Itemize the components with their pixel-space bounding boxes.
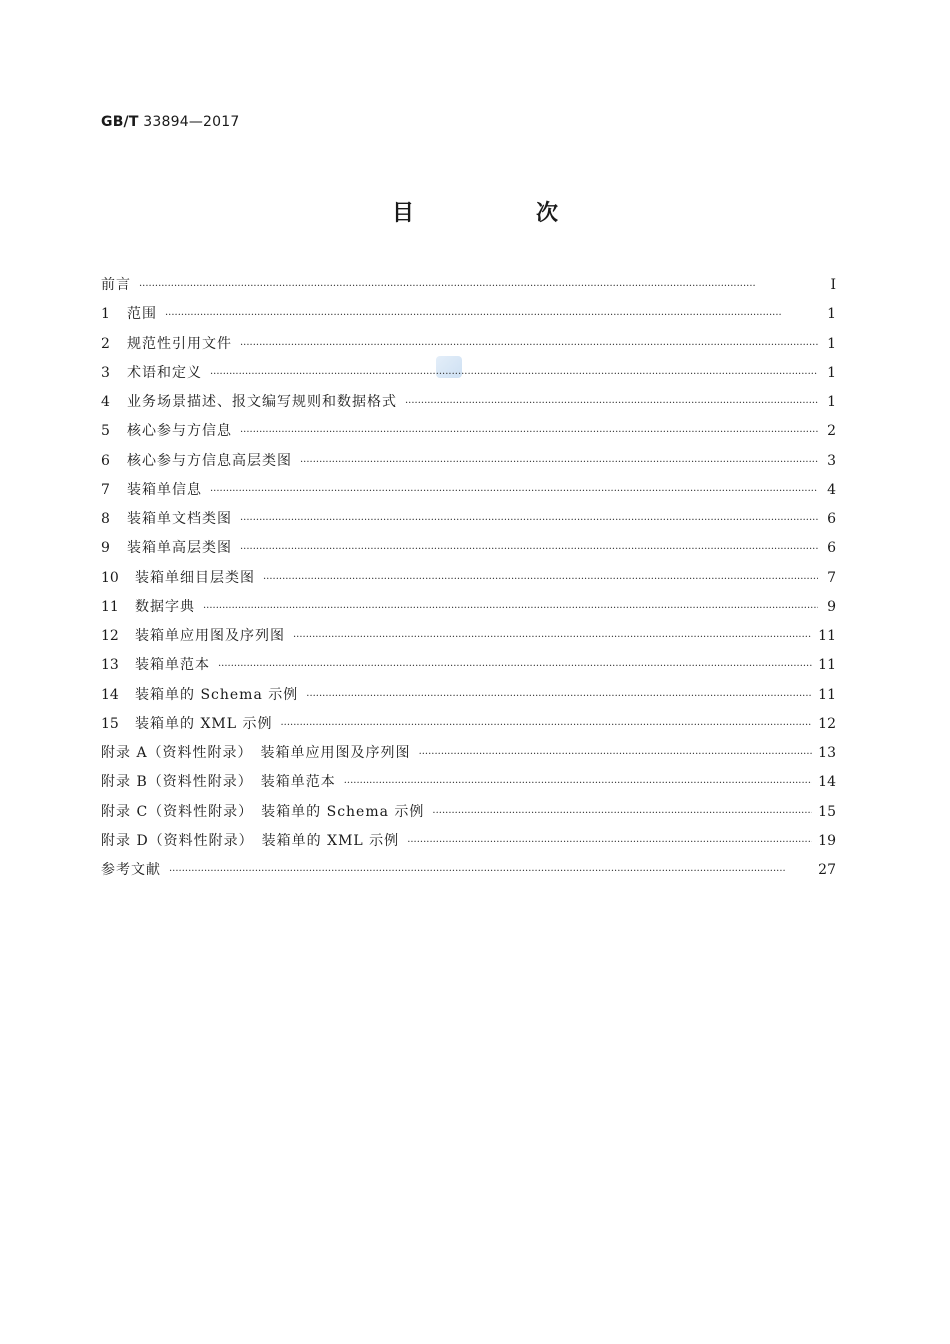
toc-leader-dots — [240, 515, 818, 526]
toc-title: 目 次 — [391, 201, 608, 226]
toc-entry-label: 装箱单高层类图 — [127, 540, 232, 557]
toc-entry-page: 1 — [827, 335, 836, 352]
toc-entry-number: 9 — [101, 540, 110, 557]
toc-entry-page: 14 — [818, 774, 836, 791]
toc-entry-number: 14 — [101, 686, 119, 703]
toc-entry-page: 13 — [818, 745, 836, 761]
toc-entry-page: Ⅰ — [830, 277, 836, 293]
toc-entry-page: 1 — [827, 394, 836, 410]
toc-entry[interactable] — [101, 859, 836, 888]
toc-entry-label: 附录 C（资料性附录） 装箱单的 Schema 示例 — [101, 803, 425, 820]
toc-entry[interactable] — [101, 420, 836, 449]
toc-entry[interactable] — [101, 362, 836, 391]
toc-entry-label: 装箱单范本 — [135, 657, 210, 674]
toc-leader-dots — [344, 778, 812, 789]
toc-entry-page: 1 — [827, 306, 836, 323]
toc-entry-number: 12 — [101, 628, 119, 644]
standard-code — [101, 114, 239, 130]
toc-entry-label: 数据字典 — [135, 598, 195, 615]
toc-entry-page: 11 — [818, 657, 836, 674]
toc-entry-page: 2 — [827, 423, 836, 440]
toc-entry-label: 核心参与方信息 — [127, 423, 232, 440]
toc-leader-dots — [139, 281, 818, 292]
toc-entry[interactable] — [101, 479, 836, 508]
toc-entry-number: 4 — [101, 394, 110, 410]
toc-leader-dots — [306, 691, 812, 702]
toc-entry[interactable] — [101, 654, 836, 683]
toc-leader-dots — [263, 574, 818, 585]
toc-entry[interactable] — [101, 830, 836, 859]
toc-entry-number: 5 — [101, 423, 110, 440]
toc-entry[interactable] — [101, 771, 836, 800]
toc-entry-label: 范围 — [127, 306, 157, 323]
toc-entry-page: 4 — [827, 481, 836, 498]
toc-entry-label: 附录 D（资料性附录） 装箱单的 XML 示例 — [101, 832, 400, 849]
toc-leader-dots — [300, 457, 818, 468]
toc-entry-number: 11 — [101, 598, 119, 615]
toc-entry-page: 11 — [818, 686, 836, 703]
toc-entry-number: 10 — [101, 569, 119, 586]
toc-entry-label: 装箱单信息 — [127, 481, 202, 498]
toc-entry[interactable] — [101, 596, 836, 625]
toc-entry-number: 7 — [101, 481, 110, 498]
toc-leader-dots — [281, 720, 813, 731]
toc-leader-dots — [240, 544, 818, 555]
toc-leader-dots — [419, 749, 813, 760]
toc-entry[interactable] — [101, 713, 836, 742]
toc-entry-page: 19 — [818, 832, 836, 849]
toc-entry[interactable] — [101, 742, 836, 771]
toc-entry-page: 6 — [827, 511, 836, 527]
toc-leader-dots — [169, 866, 812, 877]
toc-entry-label: 术语和定义 — [127, 364, 202, 381]
toc-entry-page: 1 — [827, 364, 836, 381]
toc-entry-page: 27 — [818, 862, 836, 878]
toc-entry-label: 前言 — [101, 277, 131, 293]
toc-leader-dots — [240, 340, 818, 351]
toc-leader-dots — [165, 310, 818, 321]
toc-leader-dots — [405, 398, 818, 409]
toc-entry[interactable] — [101, 537, 836, 566]
toc-entry[interactable] — [101, 303, 836, 332]
toc-entry-page: 3 — [827, 452, 836, 469]
toc-entry-number: 8 — [101, 511, 110, 527]
toc-entry[interactable] — [101, 625, 836, 654]
toc-leader-dots — [210, 486, 818, 497]
toc-entry-label: 装箱单应用图及序列图 — [135, 628, 285, 644]
toc-leader-dots — [210, 369, 818, 380]
toc-leader-dots — [293, 632, 812, 643]
toc-entry-label: 核心参与方信息高层类图 — [127, 452, 292, 469]
toc-entry-number: 1 — [101, 306, 110, 323]
toc-entry-label: 装箱单的 Schema 示例 — [135, 686, 299, 703]
toc-leader-dots — [407, 837, 812, 848]
toc-entry-label: 装箱单的 XML 示例 — [135, 715, 273, 732]
toc-entry[interactable] — [101, 567, 836, 596]
toc-entry-page: 11 — [818, 628, 836, 644]
toc-entry-page: 15 — [818, 803, 836, 820]
toc-entry[interactable] — [101, 333, 836, 362]
toc-entry-page: 7 — [827, 569, 836, 586]
toc-entry[interactable] — [101, 391, 836, 420]
toc-entry[interactable] — [101, 801, 836, 830]
toc-entry-label: 参考文献 — [101, 862, 161, 878]
toc-entry[interactable] — [101, 274, 836, 303]
toc-entry-number: 6 — [101, 452, 110, 469]
toc-entry-label: 装箱单文档类图 — [127, 511, 232, 527]
toc-entry-page: 6 — [827, 540, 836, 557]
toc-leader-dots — [240, 427, 818, 438]
toc-entry-label: 规范性引用文件 — [127, 335, 232, 352]
toc-entry-label: 附录 B（资料性附录） 装箱单范本 — [101, 774, 336, 791]
toc-entry[interactable] — [101, 508, 836, 537]
toc-entry-number: 13 — [101, 657, 119, 674]
table-of-contents — [101, 274, 836, 888]
toc-leader-dots — [432, 808, 812, 819]
toc-entry-number: 15 — [101, 715, 119, 732]
toc-entry[interactable] — [101, 450, 836, 479]
toc-entry-page: 9 — [827, 598, 836, 615]
toc-entry-label: 业务场景描述、报文编写规则和数据格式 — [127, 394, 397, 410]
toc-leader-dots — [218, 661, 812, 672]
toc-entry-page: 12 — [818, 715, 836, 732]
standard-number: 33894—2017 — [143, 114, 240, 130]
toc-entry-number: 2 — [101, 335, 110, 352]
toc-leader-dots — [203, 603, 818, 614]
toc-entry[interactable] — [101, 684, 836, 713]
standard-prefix: GB/T — [101, 114, 139, 130]
toc-entry-label: 附录 A（资料性附录） 装箱单应用图及序列图 — [101, 745, 411, 761]
toc-entry-label: 装箱单细目层类图 — [135, 569, 255, 586]
toc-entry-number: 3 — [101, 364, 110, 381]
